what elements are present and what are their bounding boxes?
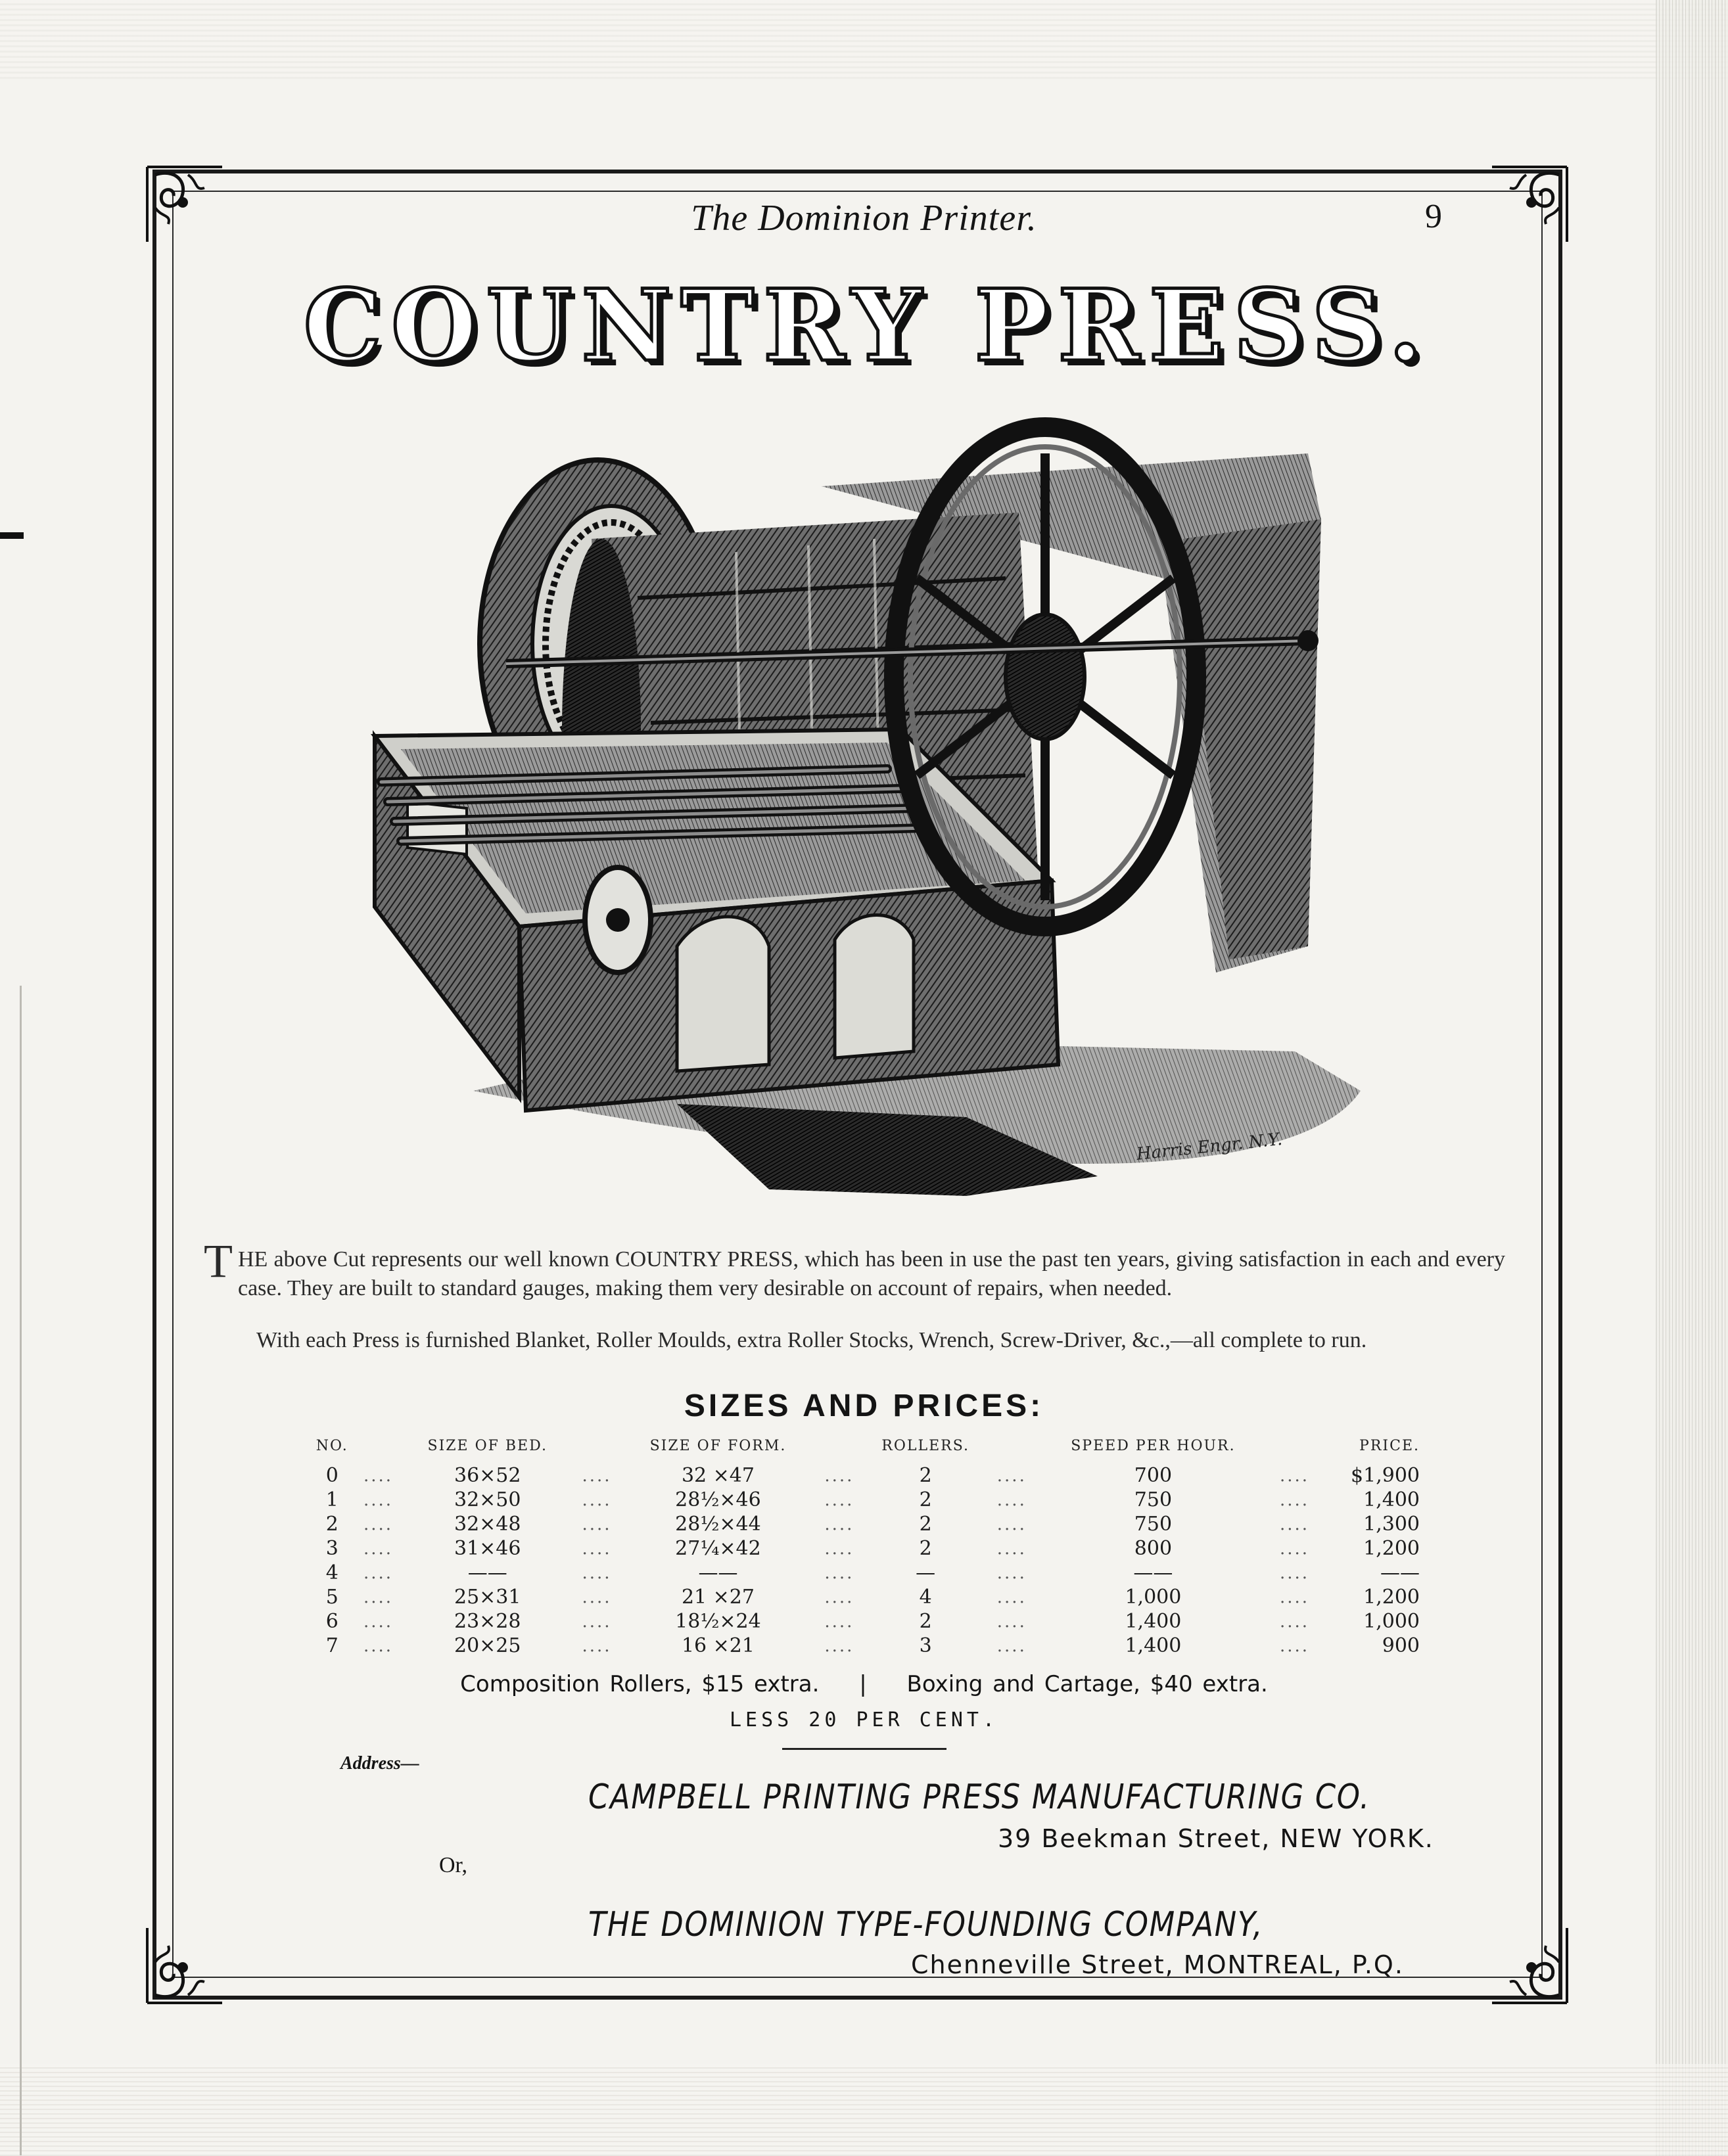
street-new-york: 39 Beekman Street, NEW YORK. [998,1824,1434,1853]
cell-price: $1,900 [1351,1464,1420,1487]
dot-leader: .... [996,1465,1027,1486]
cell-rollers: — [916,1561,936,1584]
divider-rule [782,1748,946,1750]
cell-price: 900 [1382,1634,1420,1657]
dot-leader: .... [363,1563,394,1583]
intro-paragraph-2: With each Press is furnished Blanket, Roller Moulds, extra Roller Stocks, Wrench, Screw-Driver, &c.,—all complete to run. [256,1328,1367,1352]
dot-leader: .... [582,1465,612,1486]
scan-noise-bottom [0,2064,1728,2156]
cell-speed: 700 [1134,1464,1173,1487]
price-table-row [309,1609,1426,1634]
dot-leader: .... [363,1538,394,1559]
engraver-signature: Harris Engr. N.Y. [1135,1129,1284,1164]
cell-form: 28½×44 [675,1513,761,1536]
cell-bed: 32×50 [454,1488,521,1511]
dot-leader: .... [824,1490,854,1510]
or-label: Or, [439,1853,468,1877]
scan-mark [0,532,24,539]
extras-separator: | [859,1671,867,1697]
cell-price: 1,200 [1363,1537,1420,1560]
dot-leader: .... [363,1514,394,1534]
dot-leader: .... [363,1587,394,1607]
dot-leader: .... [582,1587,612,1607]
dot-leader: .... [824,1611,854,1632]
cell-rollers: 2 [919,1610,932,1633]
cell-speed: 800 [1134,1537,1173,1560]
col-header-speed: SPEED PER HOUR. [1071,1438,1236,1454]
cell-rollers: 2 [919,1537,932,1560]
cell-form: 18½×24 [675,1610,761,1633]
dot-leader: .... [1279,1636,1310,1656]
page-number: 9 [1425,198,1442,235]
cell-form: 32 ×47 [681,1464,755,1487]
cell-speed: —— [1133,1561,1173,1584]
dot-leader: .... [1279,1490,1310,1510]
price-table-row [309,1585,1426,1609]
dot-leader: .... [582,1538,612,1559]
running-head: The Dominion Printer. [691,198,1037,239]
col-header-price: PRICE. [1359,1438,1420,1454]
price-table-header [309,1438,1426,1463]
dot-leader: .... [824,1587,854,1607]
scan-noise-top [0,0,1728,79]
address-label: Address— [340,1753,419,1774]
corner-ornament-icon [1487,1923,1572,2008]
dot-leader: .... [824,1514,854,1534]
dot-leader: .... [996,1636,1027,1656]
dot-leader: .... [582,1490,612,1510]
cell-form: 16 ×21 [681,1634,755,1657]
cell-form: 28½×46 [675,1488,761,1511]
cell-rollers: 3 [919,1634,932,1657]
cell-rollers: 2 [919,1464,932,1487]
cell-speed: 1,400 [1125,1610,1182,1633]
dot-leader: .... [363,1636,394,1656]
price-table-row [309,1488,1426,1512]
dot-leader: .... [582,1514,612,1534]
scan-noise-right [1656,0,1728,2156]
cell-no: 1 [325,1488,339,1511]
dot-leader: .... [824,1563,854,1583]
street-montreal: Chenneville Street, MONTREAL, P.Q. [911,1950,1404,1979]
dot-leader: .... [582,1563,612,1583]
dot-leader: .... [1279,1611,1310,1632]
cell-bed: 31×46 [454,1537,521,1560]
dot-leader: .... [996,1611,1027,1632]
dot-leader: .... [824,1538,854,1559]
cell-speed: 1,400 [1125,1634,1182,1657]
cell-bed: 20×25 [454,1634,521,1657]
cell-price: 1,300 [1363,1513,1420,1536]
dot-leader: .... [996,1587,1027,1607]
cell-speed: 750 [1134,1513,1173,1536]
boxing-extra: Boxing and Cartage, $40 extra. [906,1671,1268,1697]
company-dominion: THE DOMINION TYPE-FOUNDING COMPANY, [588,1905,1264,1944]
cell-bed: 36×52 [454,1464,521,1487]
cell-price: —— [1380,1561,1420,1584]
price-table-row [309,1512,1426,1536]
binding-shadow [20,986,22,2155]
dot-leader: .... [996,1490,1027,1510]
intro-paragraph-1-text: HE above Cut represents our well known COUNTRY PRESS, which has been in use the past ten years, giving satisfaction in each and every case. They are built to standard gauges, making them very desirable on account of repairs, when needed. [237,1247,1505,1300]
company-campbell: CAMPBELL PRINTING PRESS MANUFACTURING CO. [588,1778,1370,1817]
cell-form: —— [698,1561,738,1584]
col-header-no: NO. [315,1438,348,1454]
cell-no: 6 [325,1610,339,1633]
cell-bed: 32×48 [454,1513,521,1536]
cell-form: 27¼×42 [675,1537,761,1560]
cell-price: 1,200 [1363,1586,1420,1609]
discount-note: LESS 20 PER CENT. [729,1709,999,1732]
col-header-bed: SIZE OF BED. [427,1438,548,1454]
dot-leader: .... [363,1465,394,1486]
dot-leader: .... [824,1636,854,1656]
price-table-row [309,1561,1426,1585]
drop-cap: T [204,1235,233,1287]
dot-leader: .... [1279,1563,1310,1583]
dot-leader: .... [996,1514,1027,1534]
cell-bed: 23×28 [454,1610,521,1633]
intro-paragraph-1 [204,1235,1505,1303]
price-table [309,1438,1426,1658]
col-header-form: SIZE OF FORM. [649,1438,787,1454]
dot-leader: .... [582,1636,612,1656]
sizes-and-prices-title: SIZES AND PRICES: [684,1388,1044,1423]
cell-no: 0 [325,1464,339,1487]
dot-leader: .... [363,1611,394,1632]
dot-leader: .... [363,1490,394,1510]
cell-rollers: 4 [919,1586,932,1609]
price-table-row [309,1463,1426,1488]
dot-leader: .... [996,1563,1027,1583]
dot-leader: .... [1279,1465,1310,1486]
price-table-row [309,1634,1426,1658]
dot-leader: .... [1279,1538,1310,1559]
dot-leader: .... [1279,1514,1310,1534]
cell-price: 1,400 [1363,1488,1420,1511]
cell-no: 7 [325,1634,339,1657]
cell-form: 21 ×27 [681,1586,755,1609]
headline: COUNTRY PRESS. [303,268,1432,384]
cell-no: 5 [325,1586,339,1609]
dot-leader: .... [824,1465,854,1486]
dot-leader: .... [582,1611,612,1632]
cell-price: 1,000 [1363,1610,1420,1633]
rollers-extra: Composition Rollers, $15 extra. [460,1671,820,1697]
cell-rollers: 2 [919,1513,932,1536]
cell-bed: —— [467,1561,507,1584]
cell-bed: 25×31 [454,1586,521,1609]
cell-speed: 750 [1134,1488,1173,1511]
extras-line [0,1671,1728,1697]
cell-rollers: 2 [919,1488,932,1511]
col-header-rollers: ROLLERS. [881,1438,969,1454]
cell-no: 4 [325,1561,339,1584]
corner-ornament-icon [142,1923,227,2008]
cell-no: 3 [325,1537,339,1560]
dot-leader: .... [1279,1587,1310,1607]
cell-speed: 1,000 [1125,1586,1182,1609]
printing-press-engraving [309,381,1439,1235]
price-table-row [309,1536,1426,1561]
dot-leader: .... [996,1538,1027,1559]
cell-no: 2 [325,1513,339,1536]
